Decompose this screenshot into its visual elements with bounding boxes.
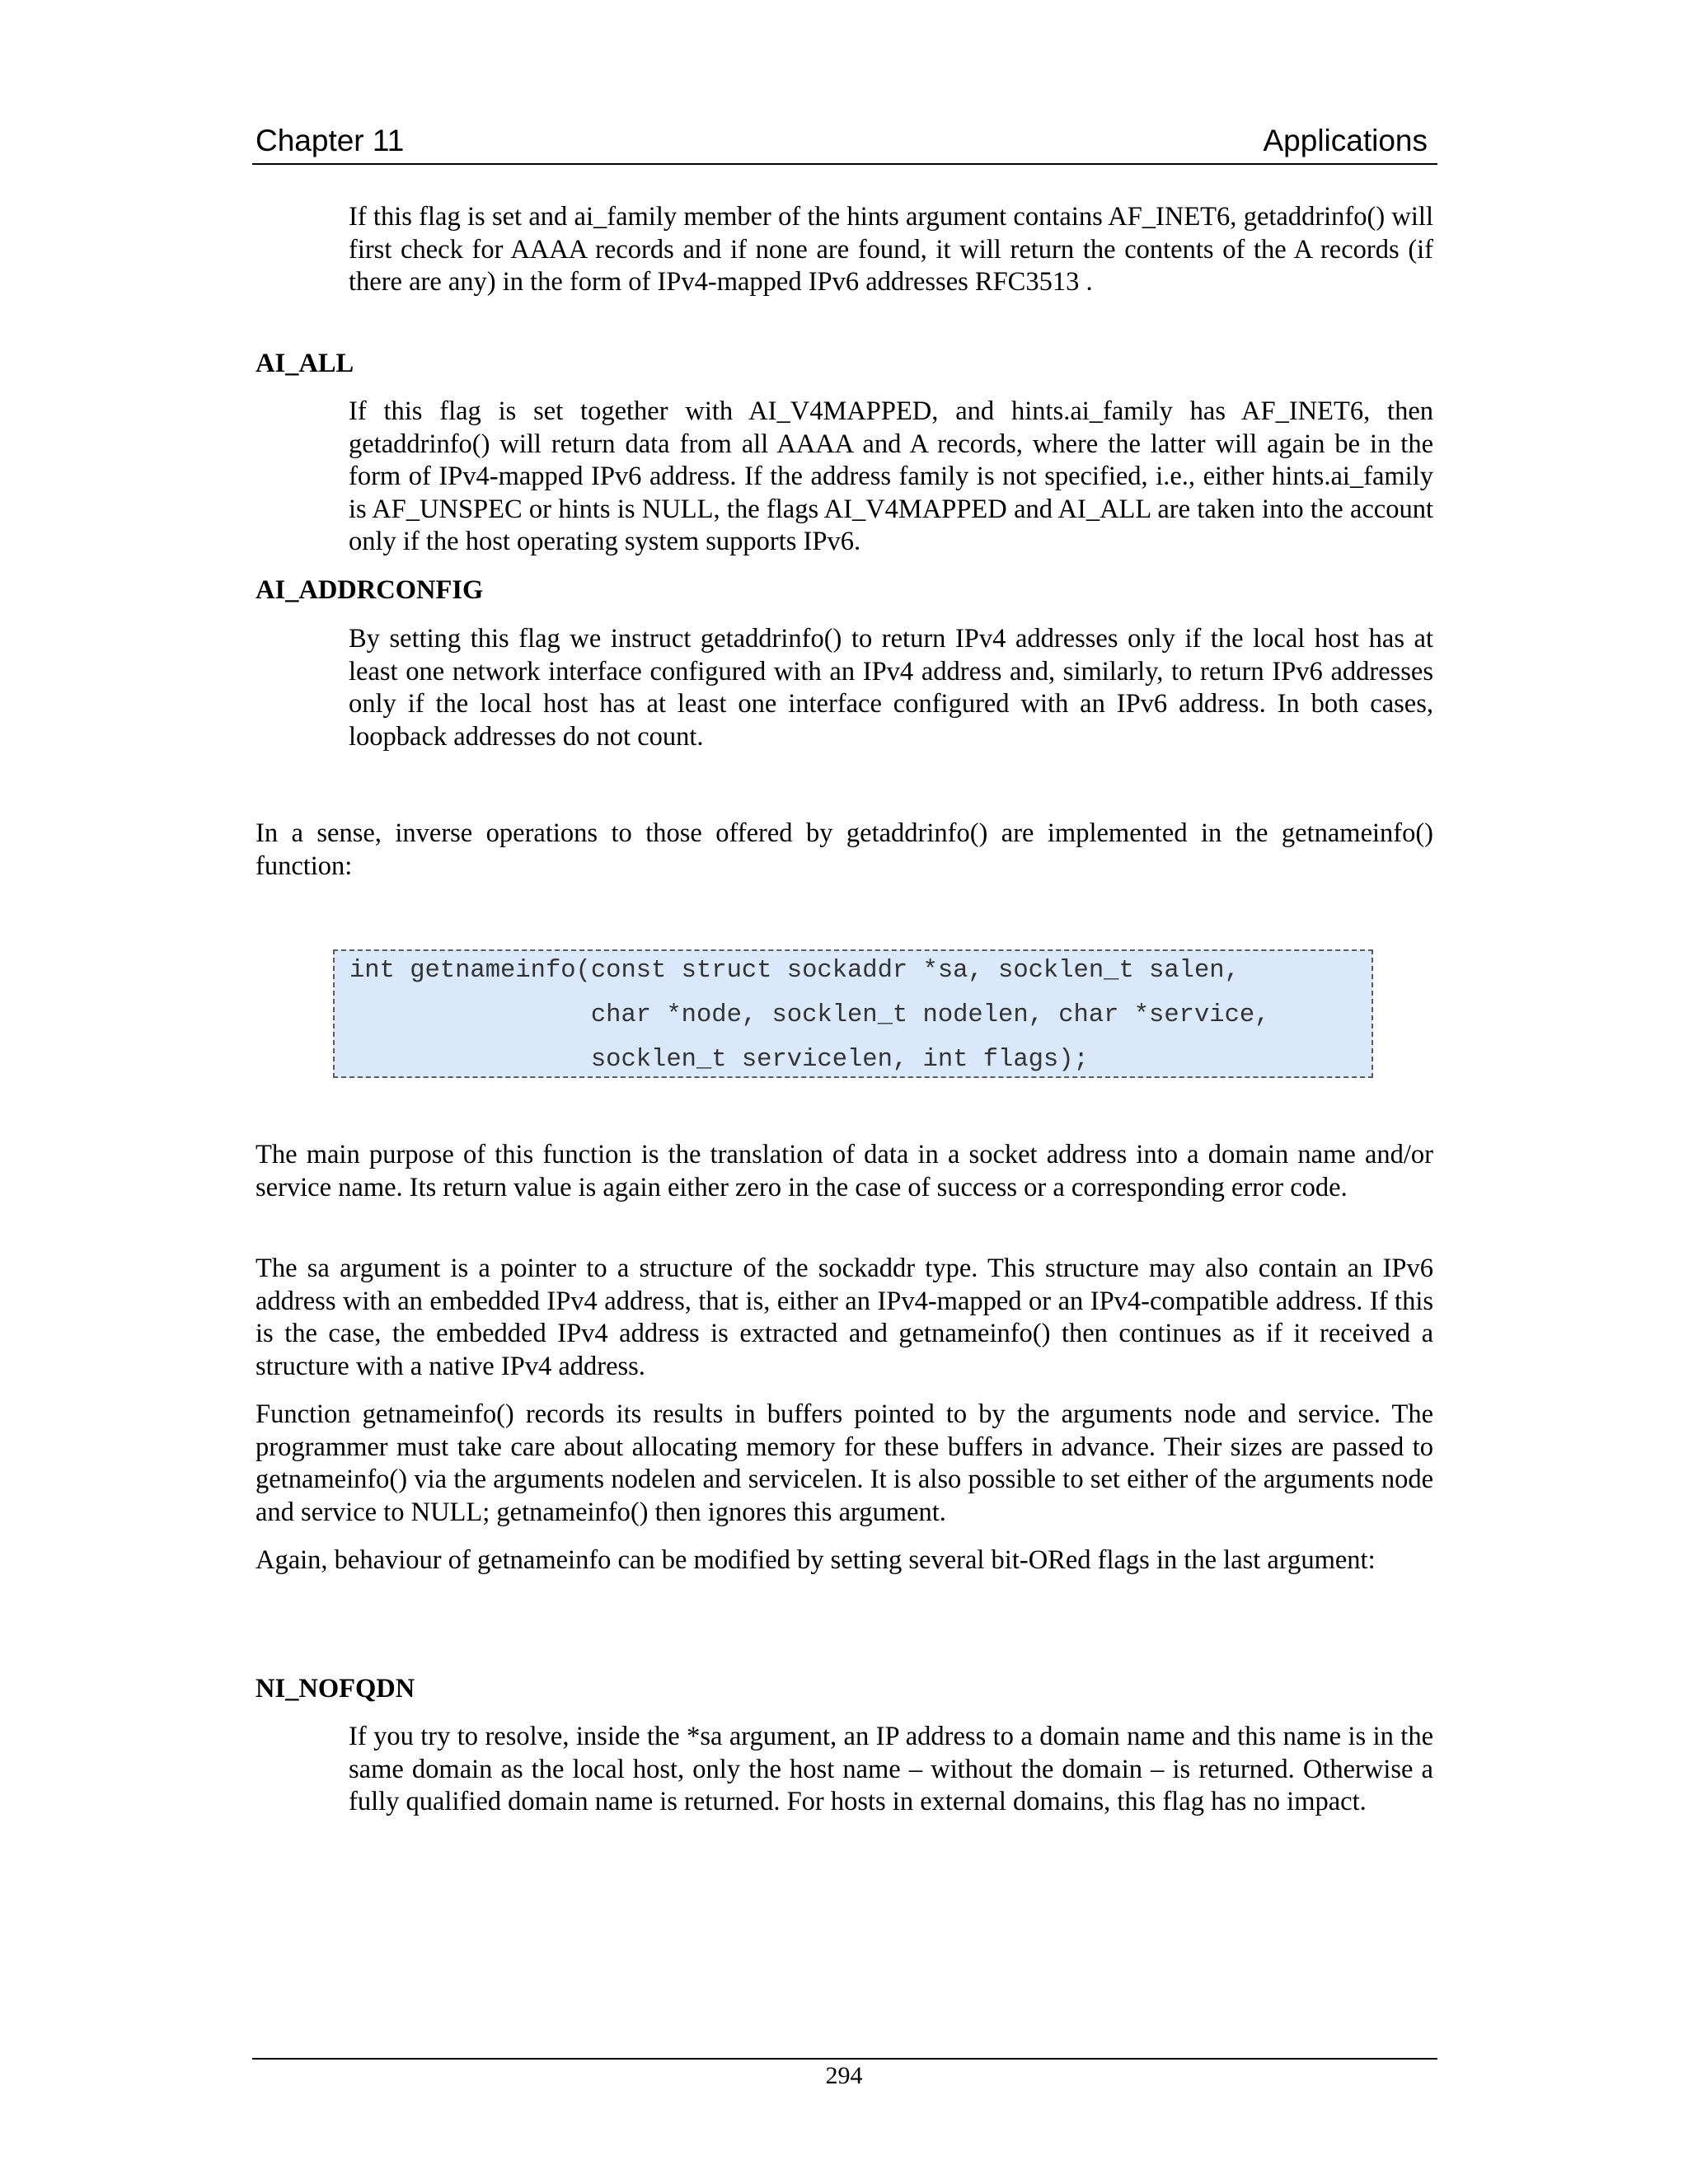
code-line-2: char *node, socklen_t nodelen, char *service, [349, 1001, 1270, 1029]
code-line-3: socklen_t servicelen, int flags); [349, 1046, 1089, 1074]
paragraph-result-buffers: Function getnameinfo() records its results in buffers pointed to by the arguments node and service. The programmer must take care about allocating memory for these buffers in advance. Their sizes are passed to getnameinfo() via the arguments nodelen and servicelen. It is also possible to set either of the arguments node and service to NULL; getnameinfo() then ignores this argument. [256, 1399, 1433, 1527]
page-number: 294 [825, 2062, 863, 2089]
term-ni-nofqdn: NI_NOFQDN [256, 1674, 415, 1704]
paragraph-ai-addrconfig-description: By setting this flag we instruct getaddrinfo() to return IPv4 addresses only if the local host has at least one network interface configured with an IPv4 address and, similarly, to return IPv6 addresses only if the local host has at least one interface configured with an IPv6 address. In both cases, loopback addresses do not count. [349, 624, 1433, 752]
footer-divider [252, 2058, 1437, 2060]
section-label: Applications [1263, 124, 1428, 157]
paragraph-sa-argument: The sa argument is a pointer to a structure of the sockaddr type. This structure may also contain an IPv6 address with an embedded IPv4 address, that is, either an IPv4-mapped or an IPv4-compatible address. If this is the case, the embedded IPv4 address is extracted and getnameinfo() then continues as if it received a structure with a native IPv4 address. [256, 1254, 1433, 1381]
paragraph-flags-intro: Again, behaviour of getnameinfo can be modified by setting several bit-ORed flags in the last argument: [256, 1545, 1376, 1575]
term-ai-all: AI_ALL [256, 349, 354, 378]
chapter-label: Chapter 11 [256, 124, 405, 157]
paragraph-ai-v4mapped-description: If this flag is set and ai_family member of the hints argument contains AF_INET6, getaddrinfo() will first check for AAAA records and if none are found, it will return the contents of the A records (if there are any) in the form of IPv4-mapped IPv6 addresses RFC3513 . [349, 202, 1433, 297]
paragraph-inverse-operations: In a sense, inverse operations to those offered by getaddrinfo() are implemented in the getnameinfo() function: [256, 818, 1433, 881]
code-line-1: int getnameinfo(const struct sockaddr *sa, socklen_t salen, [349, 957, 1240, 985]
paragraph-ni-nofqdn-description: If you try to resolve, inside the *sa argument, an IP address to a domain name and this name is in the same domain as the local host, only the host name – without the domain – is returned. Otherwise a fully qualified domain name is returned. For hosts in external domains, this flag has no impact. [349, 1722, 1433, 1816]
paragraph-main-purpose: The main purpose of this function is the translation of data in a socket address into a domain name and/or service name. Its return value is again either zero in the case of success or a corresponding error code. [256, 1140, 1433, 1202]
term-ai-addrconfig: AI_ADDRCONFIG [256, 575, 484, 605]
code-block-getnameinfo [333, 949, 1373, 1078]
page-header [252, 120, 1437, 165]
paragraph-ai-all-description: If this flag is set together with AI_V4MAPPED, and hints.ai_family has AF_INET6, then getaddrinfo() will return data from all AAAA and A records, where the latter will again be in the form of IPv4-mapped IPv6 address. If the address family is not specified, i.e., either hints.ai_family is AF_UNSPEC or hints is NULL, the flags AI_V4MAPPED and AI_ALL are taken into the account only if the host operating system supports IPv6. [349, 396, 1433, 556]
